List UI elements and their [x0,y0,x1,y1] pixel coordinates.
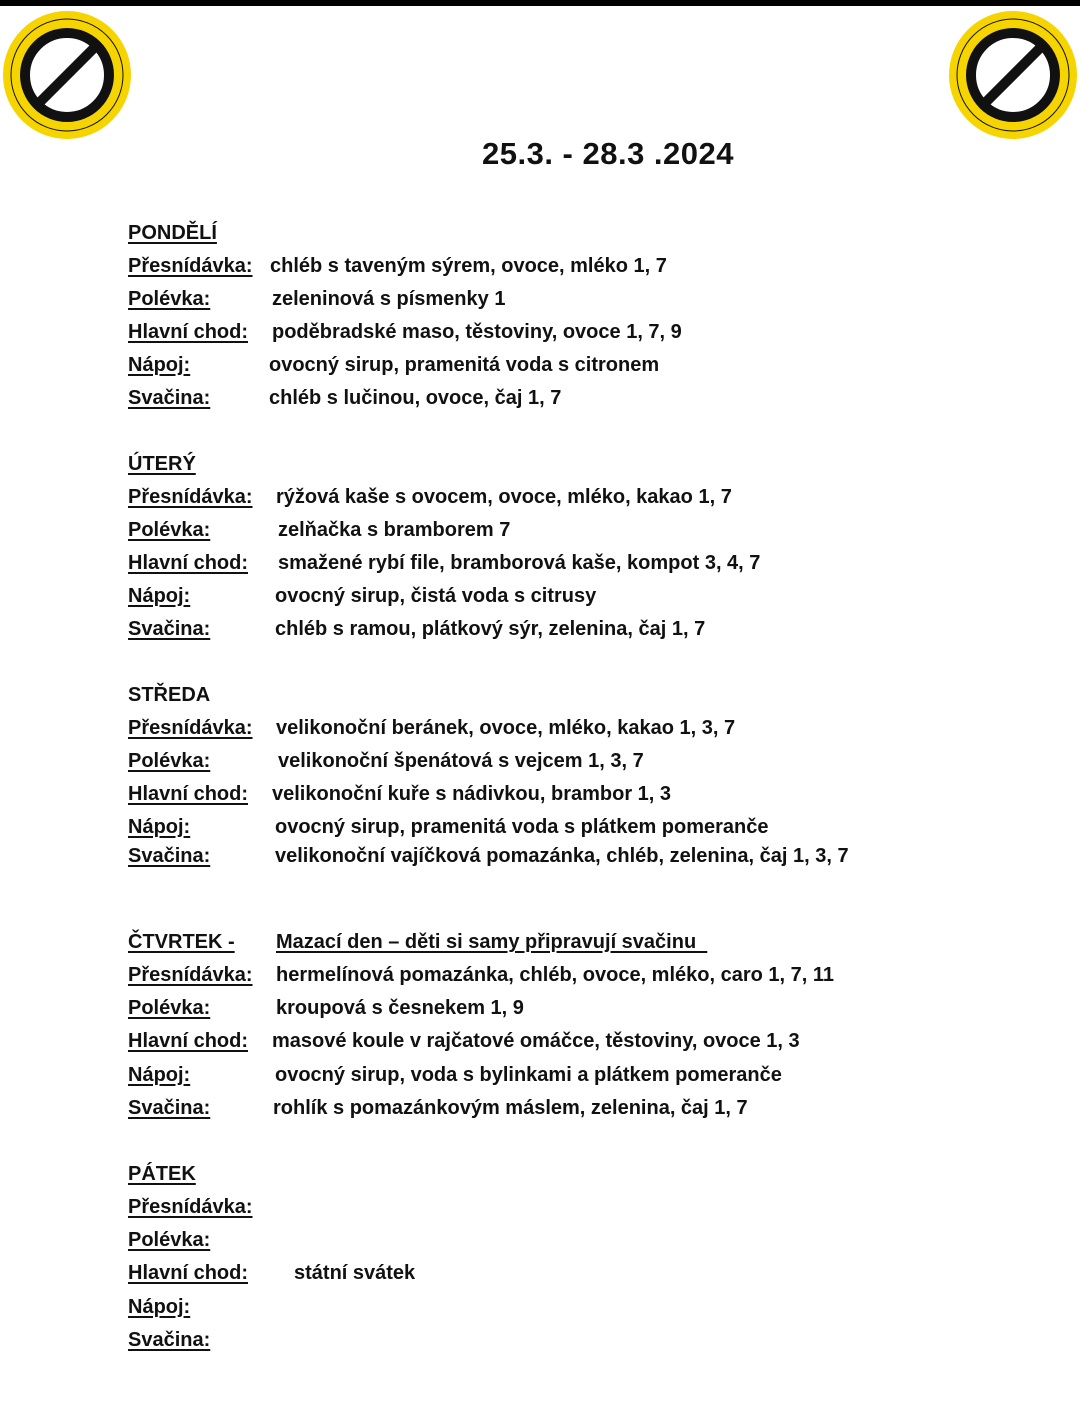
menu-row [128,963,835,987]
row-value: státní svátek [294,1262,416,1284]
row-value: rohlík s pomazánkovým máslem, zelenina, čaj 1, 7 [273,1097,748,1119]
row-value: velikonoční kuře s nádivkou, brambor 1, 3 [272,783,672,805]
day-heading-wednesday: STŘEDA [128,684,211,706]
row-value: chléb s ramou, plátkový sýr, zelenina, čaj 1, 7 [275,618,706,640]
day-heading-friday: PÁTEK [128,1163,196,1185]
row-value: chléb s lučinou, ovoce, čaj 1, 7 [269,387,562,409]
row-value: masové koule v rajčatové omáčce, těstoviny, ovoce 1, 3 [272,1030,800,1052]
row-label: Přesnídávka: [128,255,253,277]
day-heading-label: ČTVRTEK - [128,931,235,953]
menu-row [128,617,706,641]
menu-row [128,353,660,377]
row-label: Nápoj: [128,585,191,607]
row-value: ovocný sirup, pramenitá voda s citronem [269,354,660,376]
menu-row [128,386,562,410]
menu-row [128,518,511,542]
row-label: Nápoj: [128,354,191,376]
row-value: smažené rybí file, bramborová kaše, kompot 3, 4, 7 [278,552,761,574]
row-value: ovocný sirup, pramenitá voda s plátkem pomeranče [275,816,769,838]
row-label: Hlavní chod: [128,321,249,343]
row-label: Polévka: [128,519,211,541]
menu-row [128,1195,253,1219]
menu-row [128,551,761,575]
row-label: Svačina: [128,1097,211,1119]
menu-row [128,485,732,509]
menu-row [128,782,672,806]
menu-row [128,716,736,740]
row-value: rýžová kaše s ovocem, ovoce, mléko, kakao 1, 7 [276,486,732,508]
menu-row [128,1096,748,1120]
row-label: Hlavní chod: [128,783,249,805]
row-value: velikonoční špenátová s vejcem 1, 3, 7 [278,750,644,772]
day-heading-thursday [128,930,708,954]
menu-row [128,320,682,344]
row-value: kroupová s česnekem 1, 9 [276,997,524,1019]
row-value: zelňačka s bramborem 7 [278,519,511,541]
row-label: Nápoj: [128,1296,191,1318]
row-value: ovocný sirup, čistá voda s citrusy [275,585,597,607]
menu-row [128,1261,416,1285]
row-label: Svačina: [128,1329,211,1351]
row-label: Přesnídávka: [128,486,253,508]
menu-row [128,1228,210,1252]
row-label: Hlavní chod: [128,1030,249,1052]
menu-row [128,254,667,278]
top-border [0,0,1080,6]
row-value: velikonoční beránek, ovoce, mléko, kakao 1, 3, 7 [276,717,736,739]
day-note: Mazací den – děti si samy připravují svačinu [276,931,708,953]
pdf-xchange-stamp-left[interactable] [0,8,134,142]
menu-row [128,1063,782,1087]
no-sign-stamp-icon [0,8,134,142]
row-label: Svačina: [128,387,211,409]
row-label: Polévka: [128,1229,211,1251]
day-heading-monday: PONDĚLÍ [128,222,217,244]
menu-row [128,1029,800,1053]
row-value: hermelínová pomazánka, chléb, ovoce, mléko, caro 1, 7, 11 [276,964,835,986]
menu-row [128,1328,210,1352]
menu-row [128,815,769,839]
row-label: Hlavní chod: [128,1262,249,1284]
menu-row [128,996,524,1020]
row-label: Nápoj: [128,816,191,838]
row-value: ovocný sirup, voda s bylinkami a plátkem pomeranče [275,1064,782,1086]
row-label: Polévka: [128,288,211,310]
row-label: Nápoj: [128,1064,191,1086]
row-value: velikonoční vajíčková pomazánka, chléb, zelenina, čaj 1, 3, 7 [275,845,849,867]
row-label: Přesnídávka: [128,1196,253,1218]
row-label: Svačina: [128,618,211,640]
menu-row [128,844,849,868]
menu-row [128,584,597,608]
pdf-xchange-stamp-right[interactable] [946,8,1080,142]
row-label: Polévka: [128,997,211,1019]
menu-row [128,287,506,311]
row-label: Přesnídávka: [128,964,253,986]
row-value: zeleninová s písmenky 1 [272,288,506,310]
no-sign-stamp-icon [946,8,1080,142]
row-label: Hlavní chod: [128,552,249,574]
page-title: 25.3. - 28.3 .2024 [481,136,735,171]
row-label: Přesnídávka: [128,717,253,739]
row-value: poděbradské maso, těstoviny, ovoce 1, 7, 9 [272,321,682,343]
row-label: Polévka: [128,750,211,772]
row-label: Svačina: [128,845,211,867]
row-value: chléb s taveným sýrem, ovoce, mléko 1, 7 [270,255,667,277]
menu-row [128,1295,190,1319]
menu-row [128,749,644,773]
day-heading-tuesday: ÚTERÝ [128,453,196,475]
